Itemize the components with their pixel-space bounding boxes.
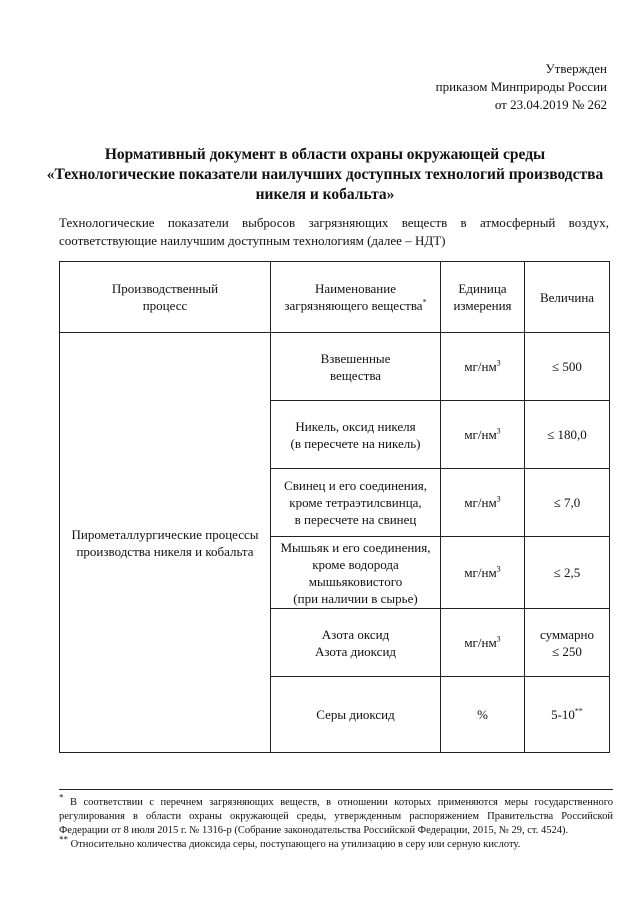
value-text: суммарно [539, 626, 595, 642]
pollutant-line: Азота оксид [321, 626, 390, 642]
process-line-1: Пирометаллургические процессы [71, 526, 259, 542]
header-unit-line-1: Единица [458, 281, 507, 296]
pollutant-line: Никель, оксид никеля [295, 418, 416, 434]
header-pollutant-text: загрязняющего вещества [284, 298, 423, 313]
unit-text: % [477, 707, 488, 722]
header-pollutant-line-2 [277, 297, 434, 314]
unit-text: мг/нм [464, 495, 497, 510]
pollutant-cell [271, 333, 441, 401]
footnote-text: Относительно количества диоксида серы, поступающего на утилизацию в серу или серную кислоту. [70, 839, 521, 850]
header-process [60, 262, 271, 333]
value-text: 5-10 [551, 707, 575, 722]
footnote-marker: ** [59, 834, 68, 845]
title-line-3: никеля и кобальта» [255, 186, 395, 203]
unit-cell [441, 609, 525, 677]
pollutant-cell [271, 677, 441, 753]
footnote-marker: * [422, 297, 427, 307]
header-process-line-2: процесс [142, 298, 188, 313]
pollutant-cell [271, 469, 441, 537]
value-cell [525, 537, 610, 609]
value-cell [525, 333, 610, 401]
intro-paragraph: Технологические показатели выбросов загрязняющих веществ в атмосферный воздух, соответствующие наилучшим доступным технологиям (далее – НДТ) [59, 215, 609, 248]
footnotes [59, 789, 613, 852]
unit-cell [441, 537, 525, 609]
footnote-2 [59, 834, 613, 852]
pollutant-cell [271, 537, 441, 609]
pollutant-line: мышьяковистого [308, 573, 403, 589]
value-text: ≤ 500 [552, 359, 582, 374]
unit-cell [441, 677, 525, 753]
pollutant-line: (при наличии в сырье) [293, 590, 418, 606]
value-text: ≤ 180,0 [547, 427, 587, 442]
pollutant-line: (в пересчете на никель) [290, 435, 421, 451]
unit-cell [441, 333, 525, 401]
pollutant-line: Мышьяк и его соединения, [280, 539, 431, 555]
header-unit [441, 262, 525, 333]
pollutant-line: Взвешенные [320, 350, 391, 366]
pollutant-line: кроме водорода [312, 556, 399, 572]
header-pollutant-line-1: Наименование [315, 281, 396, 296]
approval-line-1: Утвержден [545, 61, 607, 76]
header-value: Величина [525, 262, 610, 333]
approval-block [307, 60, 607, 114]
unit-superscript: 3 [496, 634, 501, 644]
unit-superscript: 3 [496, 564, 501, 574]
footnote-marker: ** [574, 706, 583, 716]
footnote-1 [59, 792, 614, 838]
header-unit-line-2: измерения [453, 298, 512, 313]
value-text: ≤ 2,5 [553, 565, 581, 580]
table-header-row [60, 262, 610, 333]
indicators-table [59, 261, 610, 753]
title-line-1: Нормативный документ в области охраны окружающей среды [104, 146, 546, 163]
footnote-marker: * [59, 792, 64, 803]
pollutant-line: Свинец и его соединения, [284, 478, 427, 493]
unit-text: мг/нм [464, 635, 497, 650]
value-text: ≤ 250 [552, 643, 582, 659]
process-cell [60, 333, 271, 753]
pollutant-line: Азота диоксид [314, 643, 397, 659]
pollutant-line: кроме тетраэтилсвинца, [289, 495, 422, 510]
unit-cell [441, 401, 525, 469]
value-cell [525, 469, 610, 537]
process-line-2: производства никеля и кобальта [76, 543, 254, 559]
value-text: ≤ 7,0 [553, 495, 581, 510]
value-cell [525, 677, 610, 753]
document-title [40, 145, 610, 205]
unit-superscript: 3 [496, 426, 501, 436]
footnote-text: В соответствии с перечнем загрязняющих веществ, в отношении которых применяются меры государственного регулирования в области охраны окружающей среды, утвержденным распоряжением Правительства Российской Федерации от 8 июля 2015 г. № 1316-р (Собрание законодательства Российской Федерации, 2015, № 29, ст. 4524). [59, 797, 614, 836]
header-pollutant [271, 262, 441, 333]
pollutant-line: Серы диоксид [316, 707, 395, 722]
value-cell [525, 609, 610, 677]
unit-text: мг/нм [464, 359, 497, 374]
unit-cell [441, 469, 525, 537]
approval-line-3: от 23.04.2019 № 262 [494, 97, 607, 112]
header-process-line-1: Производственный [111, 281, 219, 296]
unit-text: мг/нм [464, 427, 497, 442]
pollutant-line: вещества [329, 367, 382, 383]
title-line-2: «Технологические показатели наилучших доступных технологий производства [46, 166, 604, 183]
approval-line-2: приказом Минприроды России [435, 79, 607, 94]
value-cell [525, 401, 610, 469]
pollutant-line: в пересчете на свинец [294, 512, 417, 527]
unit-text: мг/нм [464, 565, 497, 580]
unit-superscript: 3 [496, 494, 501, 504]
pollutant-cell [271, 609, 441, 677]
table-row [60, 333, 610, 401]
pollutant-cell [271, 401, 441, 469]
unit-superscript: 3 [496, 358, 501, 368]
